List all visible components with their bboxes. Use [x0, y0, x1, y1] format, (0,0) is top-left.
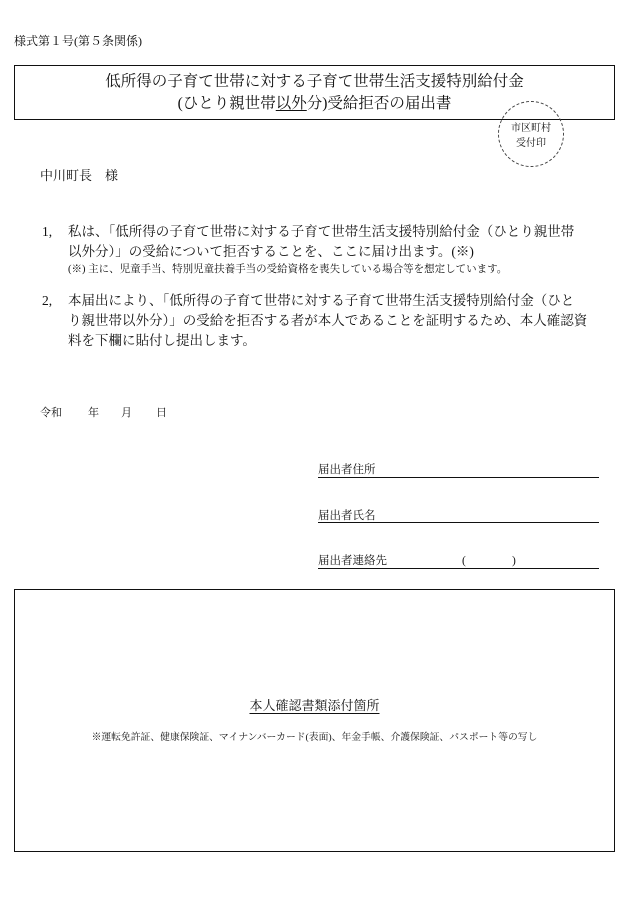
stamp-label-municipality: 市区町村 [511, 123, 551, 134]
addressee: 中川町長 様 [40, 168, 119, 183]
date-era: 令和 [40, 407, 62, 419]
item-2-number: 2, [42, 293, 53, 308]
title-underlined-word: 以外 [275, 94, 307, 112]
item-2-line-3: 料を下欄に貼付し提出します。 [68, 333, 256, 348]
date-day-label: 日 [156, 407, 167, 419]
contact-paren-open: ( [462, 555, 466, 567]
attachment-note: ※運転免許証、健康保険証、マイナンバーカード(表面)、年金手帳、介護保険証、パスポート等の写し [91, 731, 538, 743]
date-month-label: 月 [121, 407, 132, 419]
applicant-name-label: 届出者氏名 [318, 510, 376, 522]
attachment-heading [15, 697, 614, 715]
item-2-line-2: り親世帯以外分）」の受給を拒否する者が本人であることを証明するため、本人確認資 [68, 313, 588, 328]
stamp-label-receipt: 受付印 [516, 138, 546, 149]
attachment-heading-text: 本人確認書類添付箇所 [249, 697, 380, 713]
item-1-note: (※) 主に、児童手当、特別児童扶養手当の受給資格を喪失している場合等を想定しています。 [68, 264, 508, 275]
title-line-2-start: (ひとり親世帯 [177, 94, 276, 112]
form-number: 様式第１号(第５条関係) [14, 34, 142, 48]
applicant-contact-label: 届出者連絡先 [318, 555, 387, 567]
applicant-name-underline [318, 522, 599, 523]
date-year-label: 年 [88, 407, 99, 419]
applicant-contact-underline [318, 568, 599, 569]
id-document-attachment-box [14, 589, 615, 852]
item-2-line-1: 本届出により、「低所得の子育て世帯に対する子育て世帯生活支援特別給付金（ひと [68, 293, 575, 308]
item-1-line-2: 以外分）」の受給について拒否することを、ここに届け出ます。(※) [68, 243, 474, 259]
reception-stamp-circle [498, 101, 564, 167]
item-1-number: 1, [42, 224, 53, 239]
contact-paren-close: ) [512, 555, 516, 567]
applicant-address-underline [318, 477, 599, 478]
item-1-line-1: 私は、「低所得の子育て世帯に対する子育て世帯生活支援特別給付金（ひとり親世帯 [68, 224, 575, 239]
applicant-address-label: 届出者住所 [318, 464, 376, 476]
title-line-2-end: 分)受給拒否の届出書 [306, 94, 452, 112]
title-line-1: 低所得の子育て世帯に対する子育て世帯生活支援特別給付金 [105, 73, 524, 90]
